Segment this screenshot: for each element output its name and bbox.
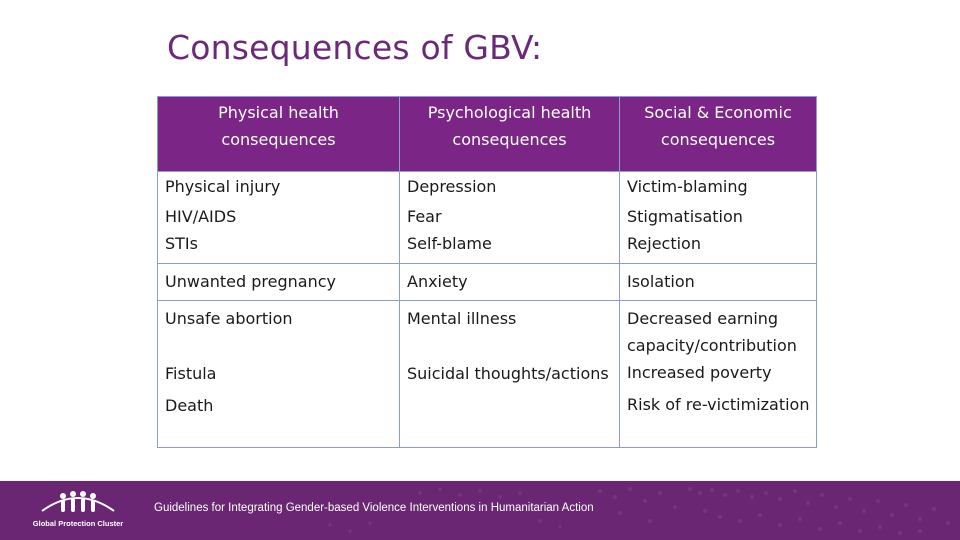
table-cell-physical — [158, 301, 400, 448]
header-physical-line-2: consequences — [221, 130, 336, 149]
footer-band — [0, 481, 960, 540]
cell-item: Rejection — [627, 234, 701, 253]
footer-citation: Guidelines for Integrating Gender-based Violence Interventions in Humanitarian Action — [154, 502, 594, 514]
cell-item: Depression — [407, 177, 497, 196]
cell-item: HIV/AIDS — [165, 207, 237, 226]
cell-item: Unwanted pregnancy — [165, 272, 336, 291]
table-row — [158, 301, 817, 448]
table-cell-psychological — [400, 301, 620, 448]
table-cell-social — [620, 172, 817, 264]
cell-item: Unsafe abortion — [165, 309, 293, 328]
cell-item: STIs — [165, 234, 198, 253]
table-row — [158, 264, 817, 301]
cell-item: Decreased earning — [627, 309, 779, 328]
cell-item: Physical injury — [165, 177, 281, 196]
table-cell-physical — [158, 172, 400, 264]
logo-name: Global Protection Cluster — [32, 519, 124, 528]
header-physical — [158, 97, 400, 172]
cell-item: Mental illness — [407, 309, 517, 328]
table-row — [158, 172, 817, 264]
cell-item: Victim-blaming — [627, 177, 748, 196]
cell-item: Death — [165, 396, 214, 415]
table-header-row — [158, 97, 817, 172]
header-physical-line-1: Physical health — [218, 103, 339, 122]
cell-item: Stigmatisation — [627, 207, 743, 226]
cell-item: Isolation — [627, 272, 695, 291]
cell-item: Risk of re-victimization — [627, 395, 810, 414]
table-cell-psychological — [400, 264, 620, 301]
header-psychological-line-2: consequences — [452, 130, 567, 149]
slide-title: Consequences of GBV: — [167, 28, 543, 67]
header-psychological — [400, 97, 620, 172]
header-social — [620, 97, 817, 172]
cell-item: Self-blame — [407, 234, 492, 253]
cell-item: capacity/contribution — [627, 336, 797, 355]
cell-item: Fear — [407, 207, 442, 226]
table-cell-social — [620, 301, 817, 448]
cell-item: Increased poverty — [627, 363, 772, 382]
consequences-table — [157, 96, 817, 448]
table-cell-psychological — [400, 172, 620, 264]
cell-item: Suicidal thoughts/actions — [407, 364, 609, 383]
table-cell-physical — [158, 264, 400, 301]
header-social-line-1: Social & Economic — [644, 103, 792, 122]
header-social-line-2: consequences — [660, 130, 776, 149]
people-icon — [28, 487, 128, 517]
global-protection-cluster-logo — [28, 487, 128, 537]
table-cell-social — [620, 264, 817, 301]
cell-item: Anxiety — [407, 272, 468, 291]
header-psychological-line-1: Psychological health — [427, 103, 592, 122]
cell-item: Fistula — [165, 364, 217, 383]
